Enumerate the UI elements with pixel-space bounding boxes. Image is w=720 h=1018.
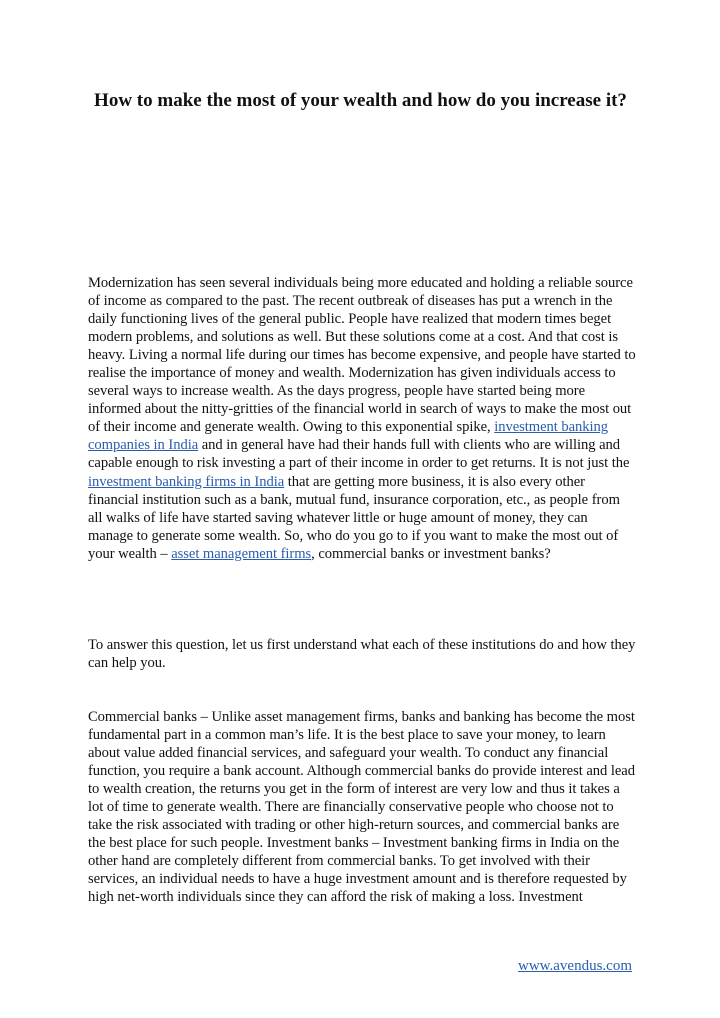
intro-paragraph [88, 274, 636, 563]
banks-paragraph: Commercial banks – Unlike asset management firms, banks and banking has become the most fundamental part in a common man’s life. It is the best place to save your money, to learn about value added financial services, and safeguard your wealth. To conduct any financial function, you require a bank account. Although commercial banks do provide interest and lead to wealth creation, the returns you get in the form of interest are very low and thus it takes a lot of time to generate wealth. There are financially conservative people who choose not to take the risk associated with trading or other high-return sources, and commercial banks are the best place for such people. Investment banks – Investment banking firms in India on the other hand are completely different from commercial banks. To get involved with their services, an individual needs to have a huge investment amount and is therefore requested by high net-worth individuals since they can afford the risk of making a loss. Investment [88, 709, 635, 906]
investment-banking-firms-link[interactable]: investment banking firms in India [88, 473, 285, 490]
footer-website-link[interactable]: www.avendus.com [517, 958, 632, 974]
asset-management-firms-link[interactable]: asset management firms [171, 545, 312, 562]
intro-text-3: that are getting more business, it is also every other financial institution such as a bank, mutual fund, insurance corporation, etc., as people from all walks of life have started saving whatever little or huge amount of money, they can manage to generate some wealth. So, who do you go to if you want to make the most out of your wealth – [88, 473, 620, 562]
intro-text-4: , commercial banks or investment banks? [311, 545, 551, 562]
page-title: How to make the most of your wealth and how do you increase it? [94, 90, 627, 111]
question-paragraph: To answer this question, let us first understand what each of these institutions do and how they can help you. [88, 637, 636, 672]
intro-text-1: Modernization has seen several individuals being more educated and holding a reliable source of income as compared to the past. The recent outbreak of diseases has put a wrench in the daily functioning lives of the general public. People have realized that modern times beget modern problems, and solutions as well. But these solutions come at a cost. And that cost is heavy. Living a normal life during our times has become expensive, and people have started to realise the importance of money and wealth. Modernization has given individuals access to several ways to increase wealth. As the days progress, people have started being more informed about the nitty-gritties of the financial world in search of ways to make the most out of their income and generate wealth. Owing to this exponential spike, [88, 275, 636, 436]
intro-text-2: and in general have had their hands full with clients who are willing and capable enough to risk investing a part of their income in order to get returns. It is not just the [88, 437, 630, 472]
investment-banking-companies-link[interactable]: investment banking companies in India [88, 419, 609, 454]
